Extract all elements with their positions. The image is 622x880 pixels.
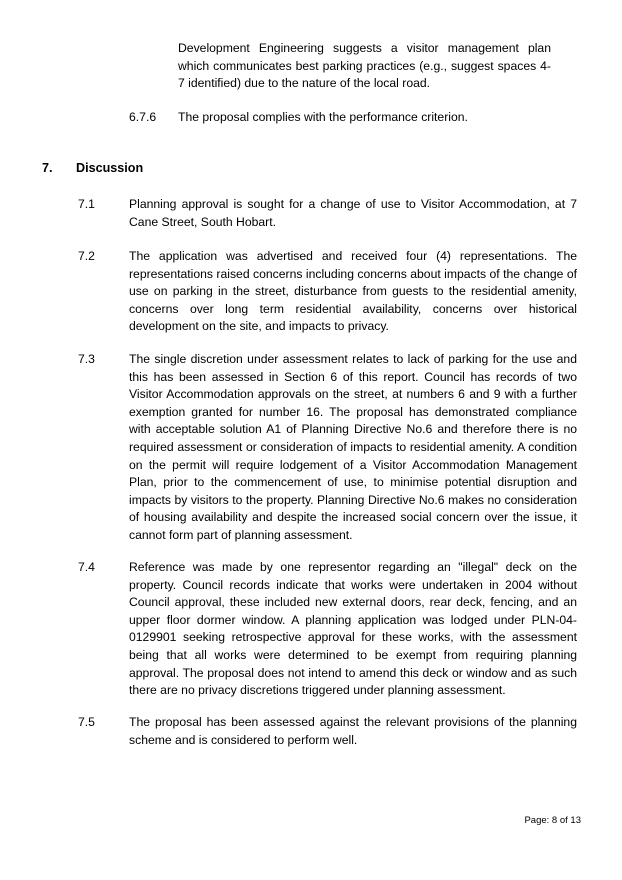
intro-paragraph: Development Engineering suggests a visitor management plan which communicates best parking practices (e.g., suggest spaces 4-7 identified) due to the nature of the local road. [178, 41, 551, 91]
clause-number: 6.7.6 [129, 110, 157, 124]
paragraph-text: Planning approval is sought for a change of use to Visitor Accommodation, at 7 Cane Street, South Hobart. [129, 197, 577, 229]
paragraph-number: 7.1 [78, 197, 95, 211]
paragraph-text: The application was advertised and received four (4) representations. The representations raised concerns including concerns about impacts of the change of use on parking in the street, disturbance from guests to the residential amenity, concerns over long term residential availability, concerns over historical development on the site, and impacts to privacy. [129, 249, 577, 334]
section-number: 7. [42, 161, 53, 175]
paragraph-number: 7.4 [78, 560, 95, 574]
paragraph-number: 7.3 [78, 352, 95, 366]
clause-text: The proposal complies with the performance criterion. [178, 110, 468, 124]
paragraph-number: 7.5 [78, 715, 95, 729]
page-number: Page: 8 of 13 [524, 815, 581, 826]
paragraph-text: The proposal has been assessed against the relevant provisions of the planning scheme and is considered to perform well. [129, 715, 577, 747]
paragraph-text: The single discretion under assessment relates to lack of parking for the use and this has been assessed in Section 6 of this report. Council has records of two Visitor Accommodation approvals on the street, at numbers 6 and 9 with a further exemption granted for number 16. The proposal has demonstrated compliance with acceptable solution A1 of Planning Directive No.6 and therefore there is no required assessment or consideration of impacts to residential amenity. A condition on the permit will require lodgement of a Visitor Accommodation Management Plan, prior to the commencement of use, to minimise potential disruption and impacts by visitors to the property. Planning Directive No.6 makes no consideration of housing availability and despite the increased social concern over the issue, it cannot form part of planning assessment. [129, 352, 577, 542]
paragraph-text: Reference was made by one representor regarding an "illegal" deck on the property. Council records indicate that works were undertaken in 2004 without Council approval, these included new external doors, rear deck, fencing, and an upper floor dormer window. A planning application was lodged under PLN-04-0129901 seeking retrospective approval for these works, with the assessment being that all works were determined to be exempt from requiring planning approval. The proposal does not intend to amend this deck or window and as such there are no privacy discretions triggered under planning assessment. [129, 560, 577, 698]
paragraph-number: 7.2 [78, 249, 95, 263]
section-title: Discussion [76, 161, 144, 175]
